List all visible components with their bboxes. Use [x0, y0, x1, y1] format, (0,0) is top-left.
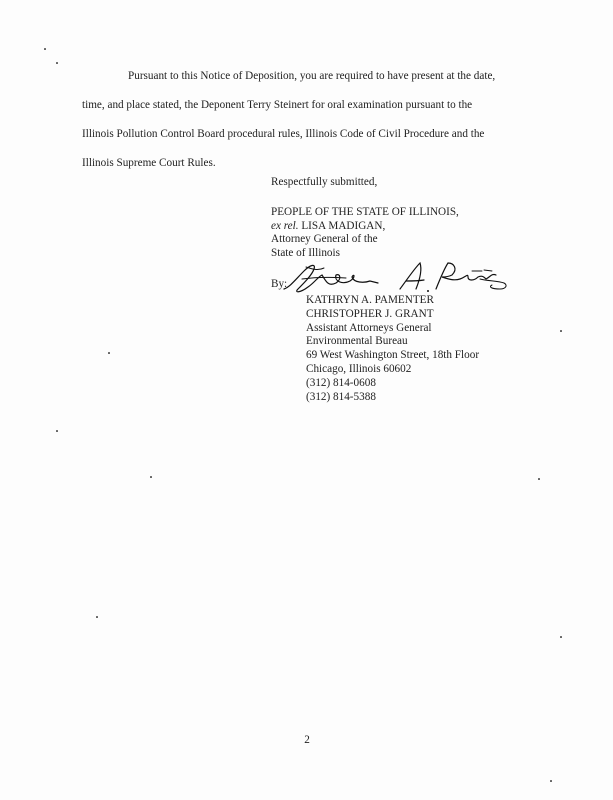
closing-phrase: Respectfully submitted,	[271, 176, 378, 188]
attorney-name-2: CHRISTOPHER J. GRANT	[306, 307, 434, 320]
scan-speck	[44, 48, 46, 50]
scan-speck	[108, 352, 110, 354]
attorney-address: 69 West Washington Street, 18th Floor	[306, 349, 480, 362]
party-line-1: PEOPLE OF THE STATE OF ILLINOIS,	[271, 206, 459, 218]
scan-speck	[56, 430, 58, 432]
attorney-phone-2: (312) 814-5388	[306, 390, 376, 403]
notice-line-2: time, and place stated, the Deponent Terry Steinert for oral examination pursuant to the	[82, 99, 473, 111]
party-line-3: Attorney General of the	[271, 233, 378, 245]
notice-line-4: Illinois Supreme Court Rules.	[82, 157, 216, 169]
attorney-signature-block	[306, 294, 479, 404]
by-label: By:	[271, 278, 288, 290]
scan-speck	[560, 636, 562, 638]
scan-speck	[550, 780, 552, 782]
party-line-4: State of Illinois	[271, 246, 340, 259]
scan-speck	[538, 478, 540, 480]
notice-paragraph	[82, 62, 530, 178]
scan-speck	[56, 62, 58, 64]
attorney-general-name: LISA MADIGAN,	[301, 219, 386, 232]
attorney-bureau: Environmental Bureau	[306, 335, 408, 348]
notice-line-1: Pursuant to this Notice of Deposition, you are required to have present at the date,	[128, 70, 496, 82]
notice-line-3: Illinois Pollution Control Board procedural rules, Illinois Code of Civil Procedure and the	[82, 128, 485, 140]
ex-rel-prefix: ex rel.	[271, 219, 299, 232]
attorney-name-1: KATHRYN A. PAMENTER	[306, 294, 434, 306]
scan-speck	[150, 476, 152, 478]
attorney-phone-1: (312) 814-0608	[306, 376, 376, 389]
page-number: 2	[304, 734, 310, 746]
party-block	[271, 206, 459, 260]
attorney-city: Chicago, Illinois 60602	[306, 362, 412, 375]
scan-speck	[560, 330, 562, 332]
attorney-title: Assistant Attorneys General	[306, 321, 432, 334]
party-line-2	[271, 220, 459, 234]
scan-speck	[96, 616, 98, 618]
